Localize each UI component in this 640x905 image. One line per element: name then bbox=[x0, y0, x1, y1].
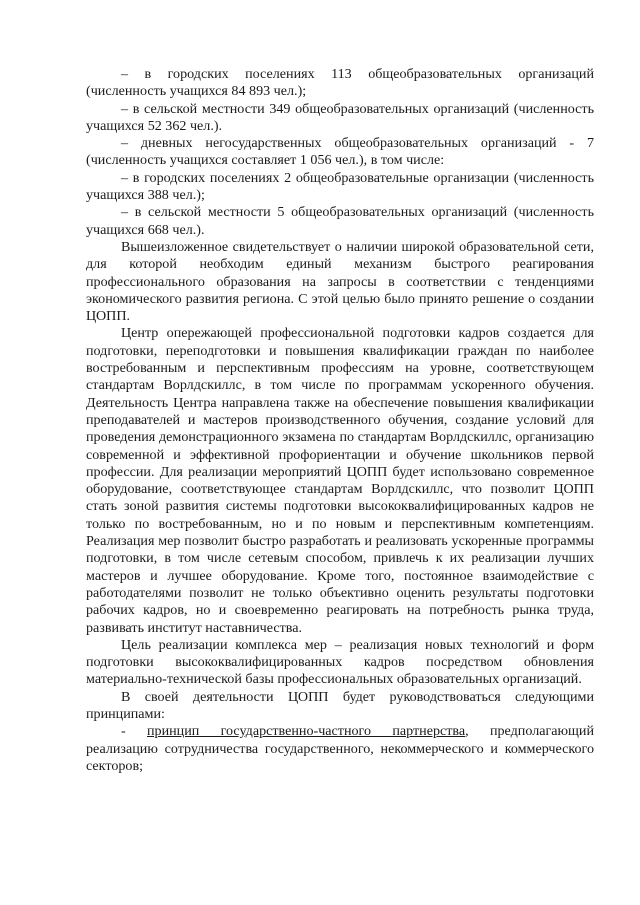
list-item-rural-schools: – в сельской местности 349 общеобразовательных организаций (численность учащихся 52 362 чел.). bbox=[86, 100, 594, 134]
paragraph-network-summary: Вышеизложенное свидетельствует о наличии широкой образовательной сети, для которой необходим единый механизм быстрого реагирования профессионального образования на запросы в соответствии с тенденциями экономического развития региона. С этой целью было принято решение о создании ЦОПП. bbox=[86, 238, 594, 325]
paragraph-principles-intro: В своей деятельности ЦОПП будет руководствоваться следующими принципами: bbox=[86, 688, 594, 722]
list-item-urban-schools: – в городских поселениях 113 общеобразовательных организаций (численность учащихся 84 893 чел.); bbox=[86, 66, 594, 100]
principle-description: , предполагающий реализацию сотрудничества государственного, некоммерческого и коммерческого секторов; bbox=[86, 723, 594, 774]
list-item-private-rural: – в сельской местности 5 общеобразовательных организаций (численность учащихся 668 чел.). bbox=[86, 204, 594, 238]
list-item-dash: - bbox=[121, 723, 147, 740]
list-item-private-schools: – дневных негосударственных общеобразовательных организаций - 7 (численность учащихся составляет 1 056 чел.), в том числе: bbox=[86, 135, 594, 169]
underlined-principle-name: принцип государственно-частного партнерства bbox=[147, 723, 466, 740]
list-item-principle-ppp bbox=[86, 723, 594, 775]
paragraph-goal: Цель реализации комплекса мер – реализация новых технологий и форм подготовки высококвалифицированных кадров посредством обновления материально-технической базы профессиональных образовательных организаций. bbox=[86, 636, 594, 688]
list-item-private-urban: – в городских поселениях 2 общеобразовательные организации (численность учащихся 388 чел.); bbox=[86, 169, 594, 204]
paragraph-center-description: Центр опережающей профессиональной подготовки кадров создается для подготовки, переподготовки и повышения квалификации граждан по наиболее востребованным и перспективным профессиям на уровне, соответствующем стандартам Ворлдскиллс, в том числе по программам ускоренного обучения. Деятельность Центра направлена также на обеспечение повышения квалификации преподавателей и мастеров производственного обучения, создание условий для проведения демонстрационного экзамена по стандартам Ворлдскиллс, организацию современной и эффективной профориентации и обучение школьников первой профессии. Для реализации мероприятий ЦОПП будет использовано современное оборудование, соответствующее стандартам Ворлдскиллс, что позволит ЦОПП стать зоной развития системы подготовки высококвалифицированных кадров не только по востребованным, но и по новым и перспективным компетенциям. Реализация мер позволит быстро разработать и реализовать ускоренные программы подготовки, в том числе сетевым способом, привлечь к их реализации лучших мастеров и лучшее оборудование. Кроме того, постоянное взаимодействие с работодателями позволит не только объективно оценить результаты подготовки рабочих кадров, но и своевременно реагировать на потребность рынка труда, развивать институт наставничества. bbox=[86, 325, 594, 636]
document-page bbox=[86, 66, 594, 775]
